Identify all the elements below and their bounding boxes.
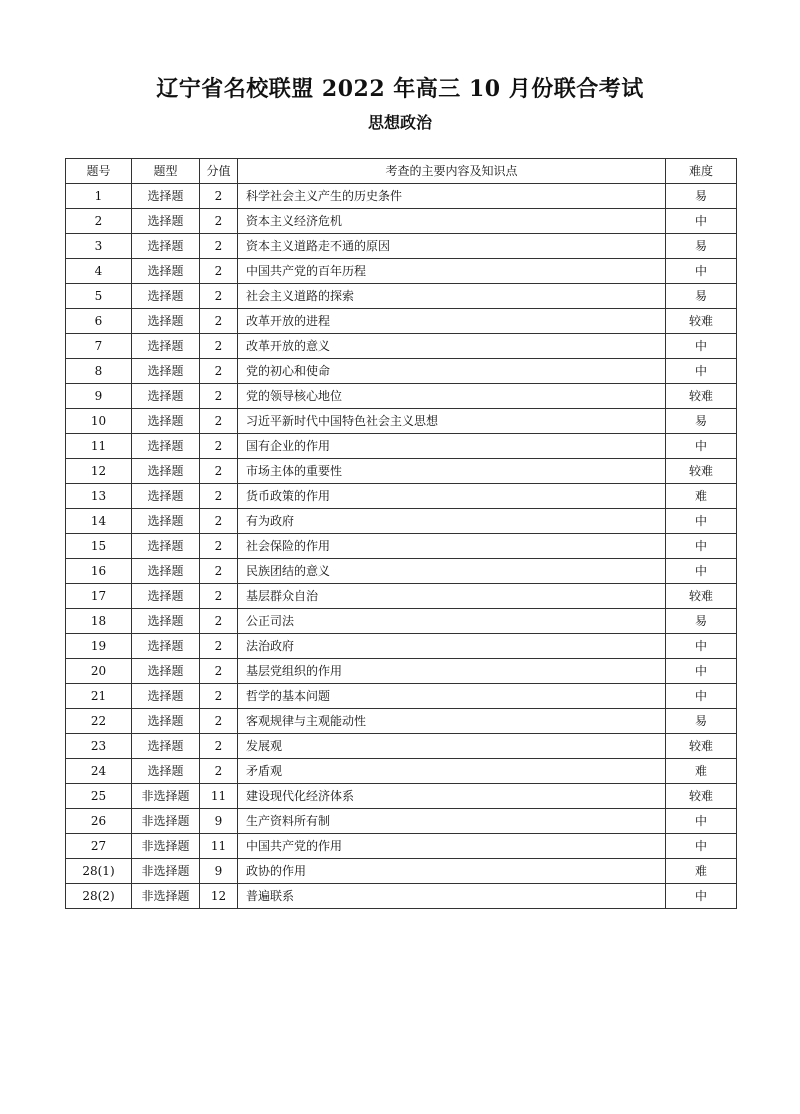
- cell-score: 2: [200, 334, 238, 359]
- cell-type: 非选择题: [132, 884, 200, 909]
- table-row: [66, 609, 737, 634]
- cell-content: 哲学的基本问题: [238, 684, 666, 709]
- cell-content: 党的初心和使命: [238, 359, 666, 384]
- cell-number: 10: [66, 409, 132, 434]
- cell-number: 23: [66, 734, 132, 759]
- cell-score: 2: [200, 459, 238, 484]
- cell-type: 选择题: [132, 409, 200, 434]
- cell-type: 选择题: [132, 634, 200, 659]
- cell-difficulty: 中: [666, 834, 737, 859]
- cell-type: 选择题: [132, 459, 200, 484]
- cell-type: 选择题: [132, 284, 200, 309]
- table-row: [66, 409, 737, 434]
- document-title: 辽宁省名校联盟 2022 年高三 10 月份联合考试: [156, 76, 644, 102]
- cell-number: 18: [66, 609, 132, 634]
- cell-score: 2: [200, 659, 238, 684]
- cell-score: 2: [200, 184, 238, 209]
- cell-content: 改革开放的进程: [238, 309, 666, 334]
- table-row: [66, 784, 737, 809]
- cell-type: 选择题: [132, 684, 200, 709]
- cell-content: 习近平新时代中国特色社会主义思想: [238, 409, 666, 434]
- cell-number: 1: [66, 184, 132, 209]
- cell-type: 选择题: [132, 559, 200, 584]
- cell-score: 2: [200, 584, 238, 609]
- cell-score: 2: [200, 609, 238, 634]
- cell-difficulty: 中: [666, 634, 737, 659]
- cell-content: 普遍联系: [238, 884, 666, 909]
- cell-score: 2: [200, 709, 238, 734]
- cell-type: 选择题: [132, 209, 200, 234]
- cell-number: 28(2): [66, 884, 132, 909]
- cell-type: 非选择题: [132, 834, 200, 859]
- cell-difficulty: 易: [666, 184, 737, 209]
- cell-score: 2: [200, 534, 238, 559]
- cell-score: 2: [200, 409, 238, 434]
- cell-type: 选择题: [132, 359, 200, 384]
- cell-content: 有为政府: [238, 509, 666, 534]
- cell-score: 2: [200, 684, 238, 709]
- table-row: [66, 534, 737, 559]
- cell-difficulty: 中: [666, 809, 737, 834]
- table-row: [66, 559, 737, 584]
- cell-type: 选择题: [132, 484, 200, 509]
- table-row: [66, 684, 737, 709]
- cell-score: 9: [200, 809, 238, 834]
- cell-type: 选择题: [132, 434, 200, 459]
- cell-difficulty: 中: [666, 359, 737, 384]
- cell-content: 中国共产党的作用: [238, 834, 666, 859]
- cell-difficulty: 易: [666, 609, 737, 634]
- cell-content: 发展观: [238, 734, 666, 759]
- cell-number: 9: [66, 384, 132, 409]
- cell-type: 选择题: [132, 509, 200, 534]
- document-subtitle: 思想政治: [367, 113, 432, 132]
- cell-number: 19: [66, 634, 132, 659]
- cell-type: 选择题: [132, 584, 200, 609]
- cell-number: 11: [66, 434, 132, 459]
- cell-difficulty: 中: [666, 259, 737, 284]
- cell-score: 2: [200, 309, 238, 334]
- cell-content: 资本主义经济危机: [238, 209, 666, 234]
- table-row: [66, 359, 737, 384]
- cell-difficulty: 难: [666, 759, 737, 784]
- cell-score: 2: [200, 509, 238, 534]
- cell-number: 21: [66, 684, 132, 709]
- table-row: [66, 834, 737, 859]
- cell-content: 社会主义道路的探索: [238, 284, 666, 309]
- cell-score: 2: [200, 484, 238, 509]
- cell-difficulty: 中: [666, 209, 737, 234]
- cell-difficulty: 易: [666, 234, 737, 259]
- cell-score: 2: [200, 209, 238, 234]
- cell-content: 党的领导核心地位: [238, 384, 666, 409]
- cell-number: 8: [66, 359, 132, 384]
- cell-content: 矛盾观: [238, 759, 666, 784]
- cell-difficulty: 较难: [666, 784, 737, 809]
- cell-number: 20: [66, 659, 132, 684]
- exam-analysis-table: [65, 158, 737, 909]
- cell-difficulty: 较难: [666, 584, 737, 609]
- table-row: [66, 759, 737, 784]
- header-difficulty: 难度: [666, 159, 737, 184]
- cell-number: 15: [66, 534, 132, 559]
- cell-content: 建设现代化经济体系: [238, 784, 666, 809]
- cell-difficulty: 难: [666, 484, 737, 509]
- cell-content: 客观规律与主观能动性: [238, 709, 666, 734]
- table-row: [66, 384, 737, 409]
- cell-difficulty: 易: [666, 709, 737, 734]
- cell-content: 科学社会主义产生的历史条件: [238, 184, 666, 209]
- cell-content: 生产资料所有制: [238, 809, 666, 834]
- cell-type: 非选择题: [132, 784, 200, 809]
- cell-score: 2: [200, 559, 238, 584]
- cell-number: 14: [66, 509, 132, 534]
- cell-score: 2: [200, 384, 238, 409]
- cell-type: 非选择题: [132, 809, 200, 834]
- table-row: [66, 209, 737, 234]
- cell-difficulty: 易: [666, 409, 737, 434]
- cell-type: 选择题: [132, 384, 200, 409]
- cell-number: 2: [66, 209, 132, 234]
- cell-score: 2: [200, 759, 238, 784]
- cell-content: 社会保险的作用: [238, 534, 666, 559]
- cell-number: 17: [66, 584, 132, 609]
- cell-type: 选择题: [132, 184, 200, 209]
- cell-content: 国有企业的作用: [238, 434, 666, 459]
- cell-type: 非选择题: [132, 859, 200, 884]
- cell-score: 9: [200, 859, 238, 884]
- table-row: [66, 709, 737, 734]
- cell-content: 政协的作用: [238, 859, 666, 884]
- table-row: [66, 234, 737, 259]
- cell-type: 选择题: [132, 709, 200, 734]
- cell-type: 选择题: [132, 259, 200, 284]
- cell-number: 13: [66, 484, 132, 509]
- table-header-row: [66, 159, 737, 184]
- cell-type: 选择题: [132, 334, 200, 359]
- table-row: [66, 634, 737, 659]
- cell-number: 22: [66, 709, 132, 734]
- cell-content: 资本主义道路走不通的原因: [238, 234, 666, 259]
- cell-difficulty: 易: [666, 284, 737, 309]
- cell-difficulty: 中: [666, 884, 737, 909]
- cell-type: 选择题: [132, 759, 200, 784]
- table-row: [66, 734, 737, 759]
- cell-difficulty: 中: [666, 684, 737, 709]
- table-row: [66, 309, 737, 334]
- cell-number: 24: [66, 759, 132, 784]
- table-row: [66, 184, 737, 209]
- header-type: 题型: [132, 159, 200, 184]
- cell-difficulty: 中: [666, 559, 737, 584]
- table-row: [66, 484, 737, 509]
- cell-score: 2: [200, 634, 238, 659]
- cell-content: 市场主体的重要性: [238, 459, 666, 484]
- cell-content: 法治政府: [238, 634, 666, 659]
- cell-number: 5: [66, 284, 132, 309]
- cell-type: 选择题: [132, 309, 200, 334]
- cell-difficulty: 中: [666, 659, 737, 684]
- cell-score: 11: [200, 834, 238, 859]
- cell-content: 民族团结的意义: [238, 559, 666, 584]
- cell-difficulty: 较难: [666, 384, 737, 409]
- header-content: 考查的主要内容及知识点: [238, 159, 666, 184]
- cell-content: 改革开放的意义: [238, 334, 666, 359]
- table-row: [66, 284, 737, 309]
- cell-difficulty: 较难: [666, 309, 737, 334]
- cell-type: 选择题: [132, 659, 200, 684]
- cell-difficulty: 中: [666, 334, 737, 359]
- table-row: [66, 509, 737, 534]
- header-number: 题号: [66, 159, 132, 184]
- table-row: [66, 434, 737, 459]
- cell-score: 2: [200, 234, 238, 259]
- cell-number: 6: [66, 309, 132, 334]
- table-row: [66, 809, 737, 834]
- cell-number: 26: [66, 809, 132, 834]
- header-score: 分值: [200, 159, 238, 184]
- cell-number: 27: [66, 834, 132, 859]
- cell-difficulty: 中: [666, 509, 737, 534]
- table-row: [66, 259, 737, 284]
- cell-difficulty: 难: [666, 859, 737, 884]
- cell-score: 2: [200, 359, 238, 384]
- table-row: [66, 584, 737, 609]
- cell-type: 选择题: [132, 534, 200, 559]
- cell-difficulty: 中: [666, 534, 737, 559]
- table-body: [66, 184, 737, 909]
- cell-number: 28(1): [66, 859, 132, 884]
- cell-number: 12: [66, 459, 132, 484]
- cell-type: 选择题: [132, 609, 200, 634]
- table-row: [66, 459, 737, 484]
- cell-score: 12: [200, 884, 238, 909]
- cell-content: 基层群众自治: [238, 584, 666, 609]
- cell-type: 选择题: [132, 734, 200, 759]
- table-row: [66, 884, 737, 909]
- table-row: [66, 334, 737, 359]
- cell-score: 2: [200, 734, 238, 759]
- cell-difficulty: 较难: [666, 459, 737, 484]
- cell-score: 11: [200, 784, 238, 809]
- cell-content: 公正司法: [238, 609, 666, 634]
- cell-number: 4: [66, 259, 132, 284]
- cell-content: 基层党组织的作用: [238, 659, 666, 684]
- cell-content: 中国共产党的百年历程: [238, 259, 666, 284]
- cell-score: 2: [200, 434, 238, 459]
- cell-type: 选择题: [132, 234, 200, 259]
- table-row: [66, 859, 737, 884]
- cell-number: 3: [66, 234, 132, 259]
- cell-difficulty: 中: [666, 434, 737, 459]
- cell-content: 货币政策的作用: [238, 484, 666, 509]
- cell-difficulty: 较难: [666, 734, 737, 759]
- cell-number: 16: [66, 559, 132, 584]
- cell-score: 2: [200, 259, 238, 284]
- cell-number: 25: [66, 784, 132, 809]
- cell-number: 7: [66, 334, 132, 359]
- table-row: [66, 659, 737, 684]
- cell-score: 2: [200, 284, 238, 309]
